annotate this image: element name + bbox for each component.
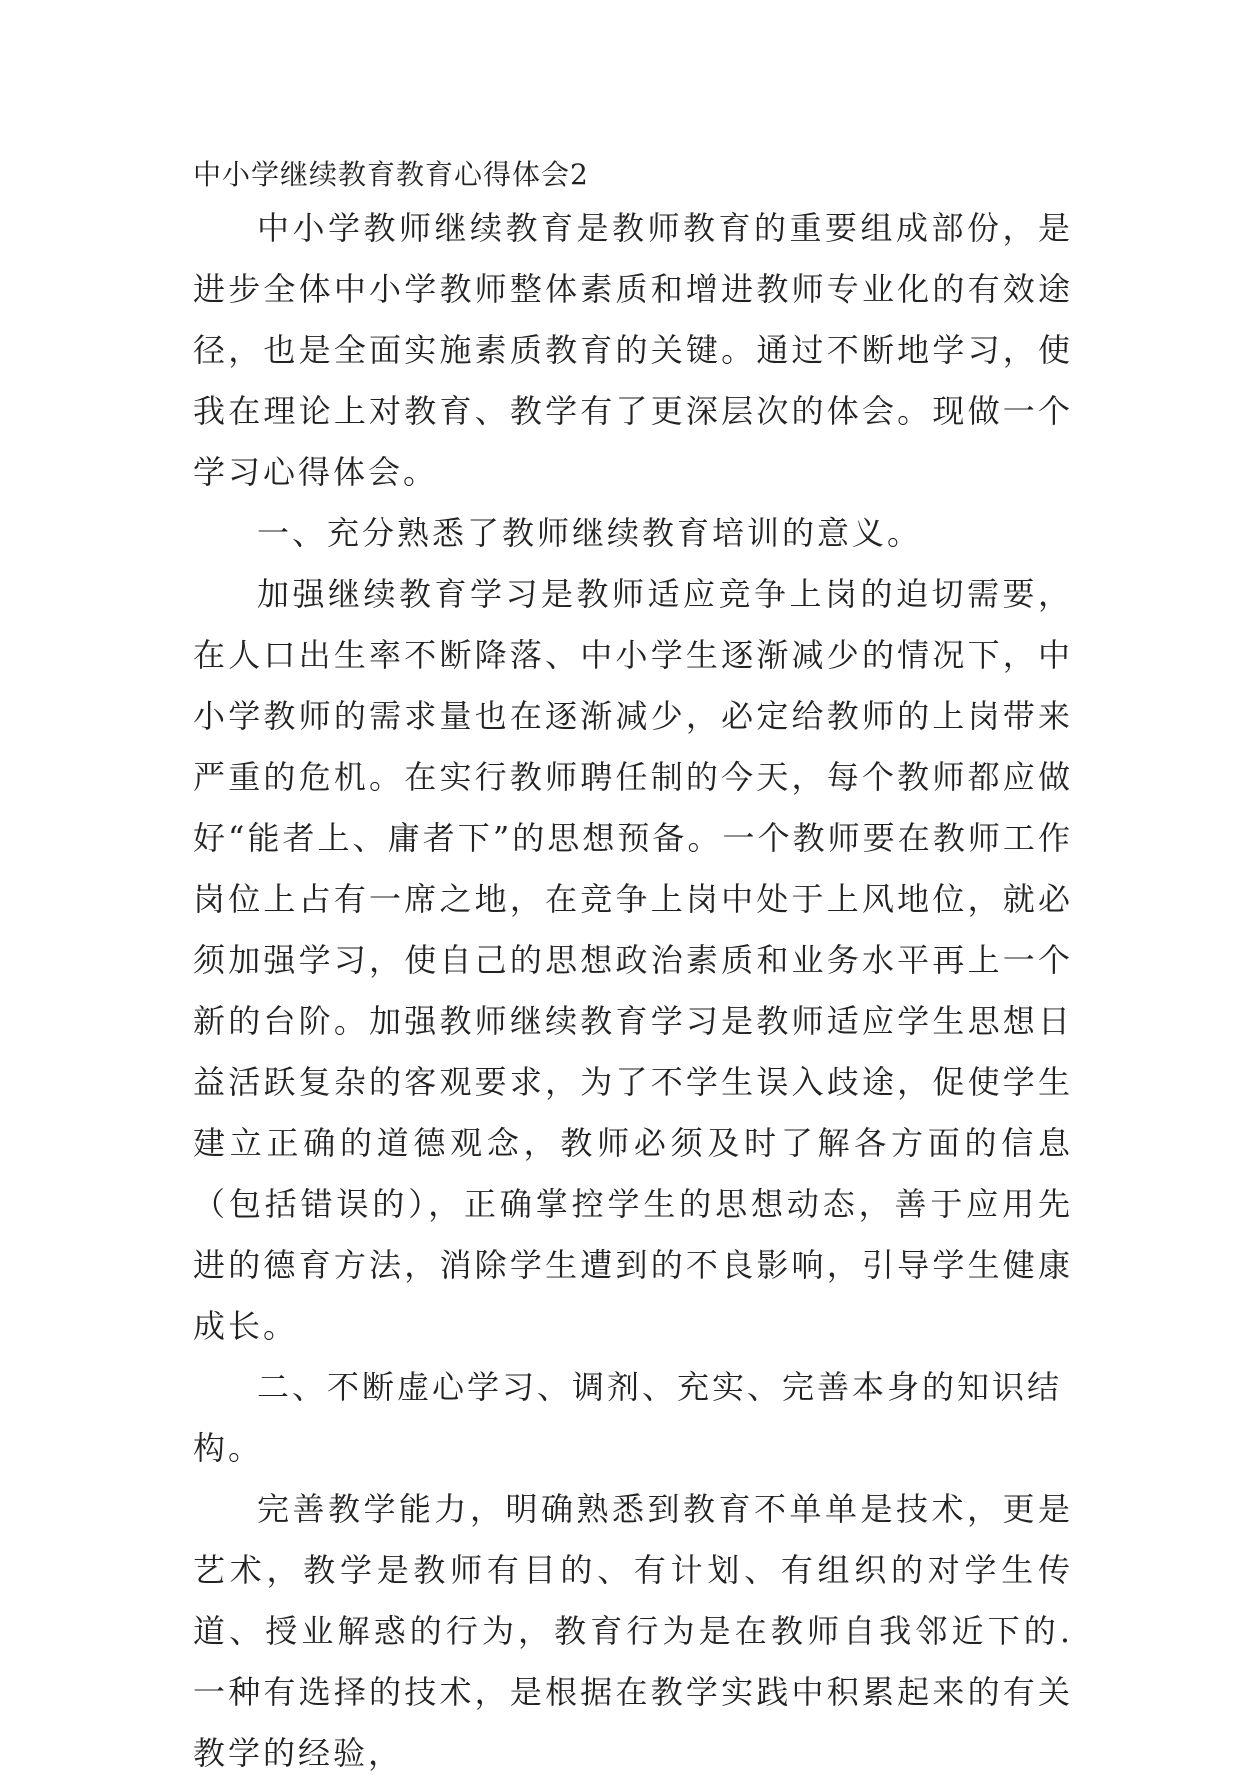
section-heading-1: 一、充分熟悉了教师继续教育培训的意义。 <box>257 514 923 552</box>
section-1-paragraph: 加强继续教育学习是教师适应竞争上岗的迫切需要，在人口出生率不断降落、中小学生逐渐减少的情况下，中小学教师的需求量也在逐渐减少，必定给教师的上岗带来严重的危机。在实行教师聘任制的今天，每个教师都应做好“能者上、庸者下”的思想预备。一个教师要在教师工作岗位上占有一席之地，在竞争上岗中处于上风地位，就必须加强学习，使自己的思想政治素质和业务水平再上一个新的台阶。加强教师继续教育学习是教师适应学生思想日益活跃复杂的客观要求，为了不学生误入歧途，促使学生建立正确的道德观念，教师必须及时了解各方面的信息（包括错误的），正确掌控学生的思想动态，善于应用先进的德育方法，消除学生遭到的不良影响，引导学生健康成长。 <box>193 575 1073 1345</box>
section-heading-2: 二、不断虚心学习、调剂、充实、完善本身的知识结构。 <box>193 1368 1063 1467</box>
intro-paragraph: 中小学教师继续教育是教师教育的重要组成部份，是进步全体中小学教师整体素质和增进教师专业化的有效途径，也是全面实施素质教育的关键。通过不断地学习，使我在理论上对教育、教学有了更深层次的体会。现做一个学习心得体会。 <box>193 209 1073 491</box>
document-body <box>193 158 1073 1784</box>
document-title: 中小学继续教育教育心得体会2 <box>193 158 589 191</box>
section-2-paragraph: 完善教学能力，明确熟悉到教育不单单是技术，更是艺术，教学是教师有目的、有计划、有组织的对学生传道、授业解惑的行为，教育行为是在教师自我邻近下的. 一种有选择的技术，是根据在教学实践中积累起来的有关教学的经验， <box>193 1490 1073 1772</box>
